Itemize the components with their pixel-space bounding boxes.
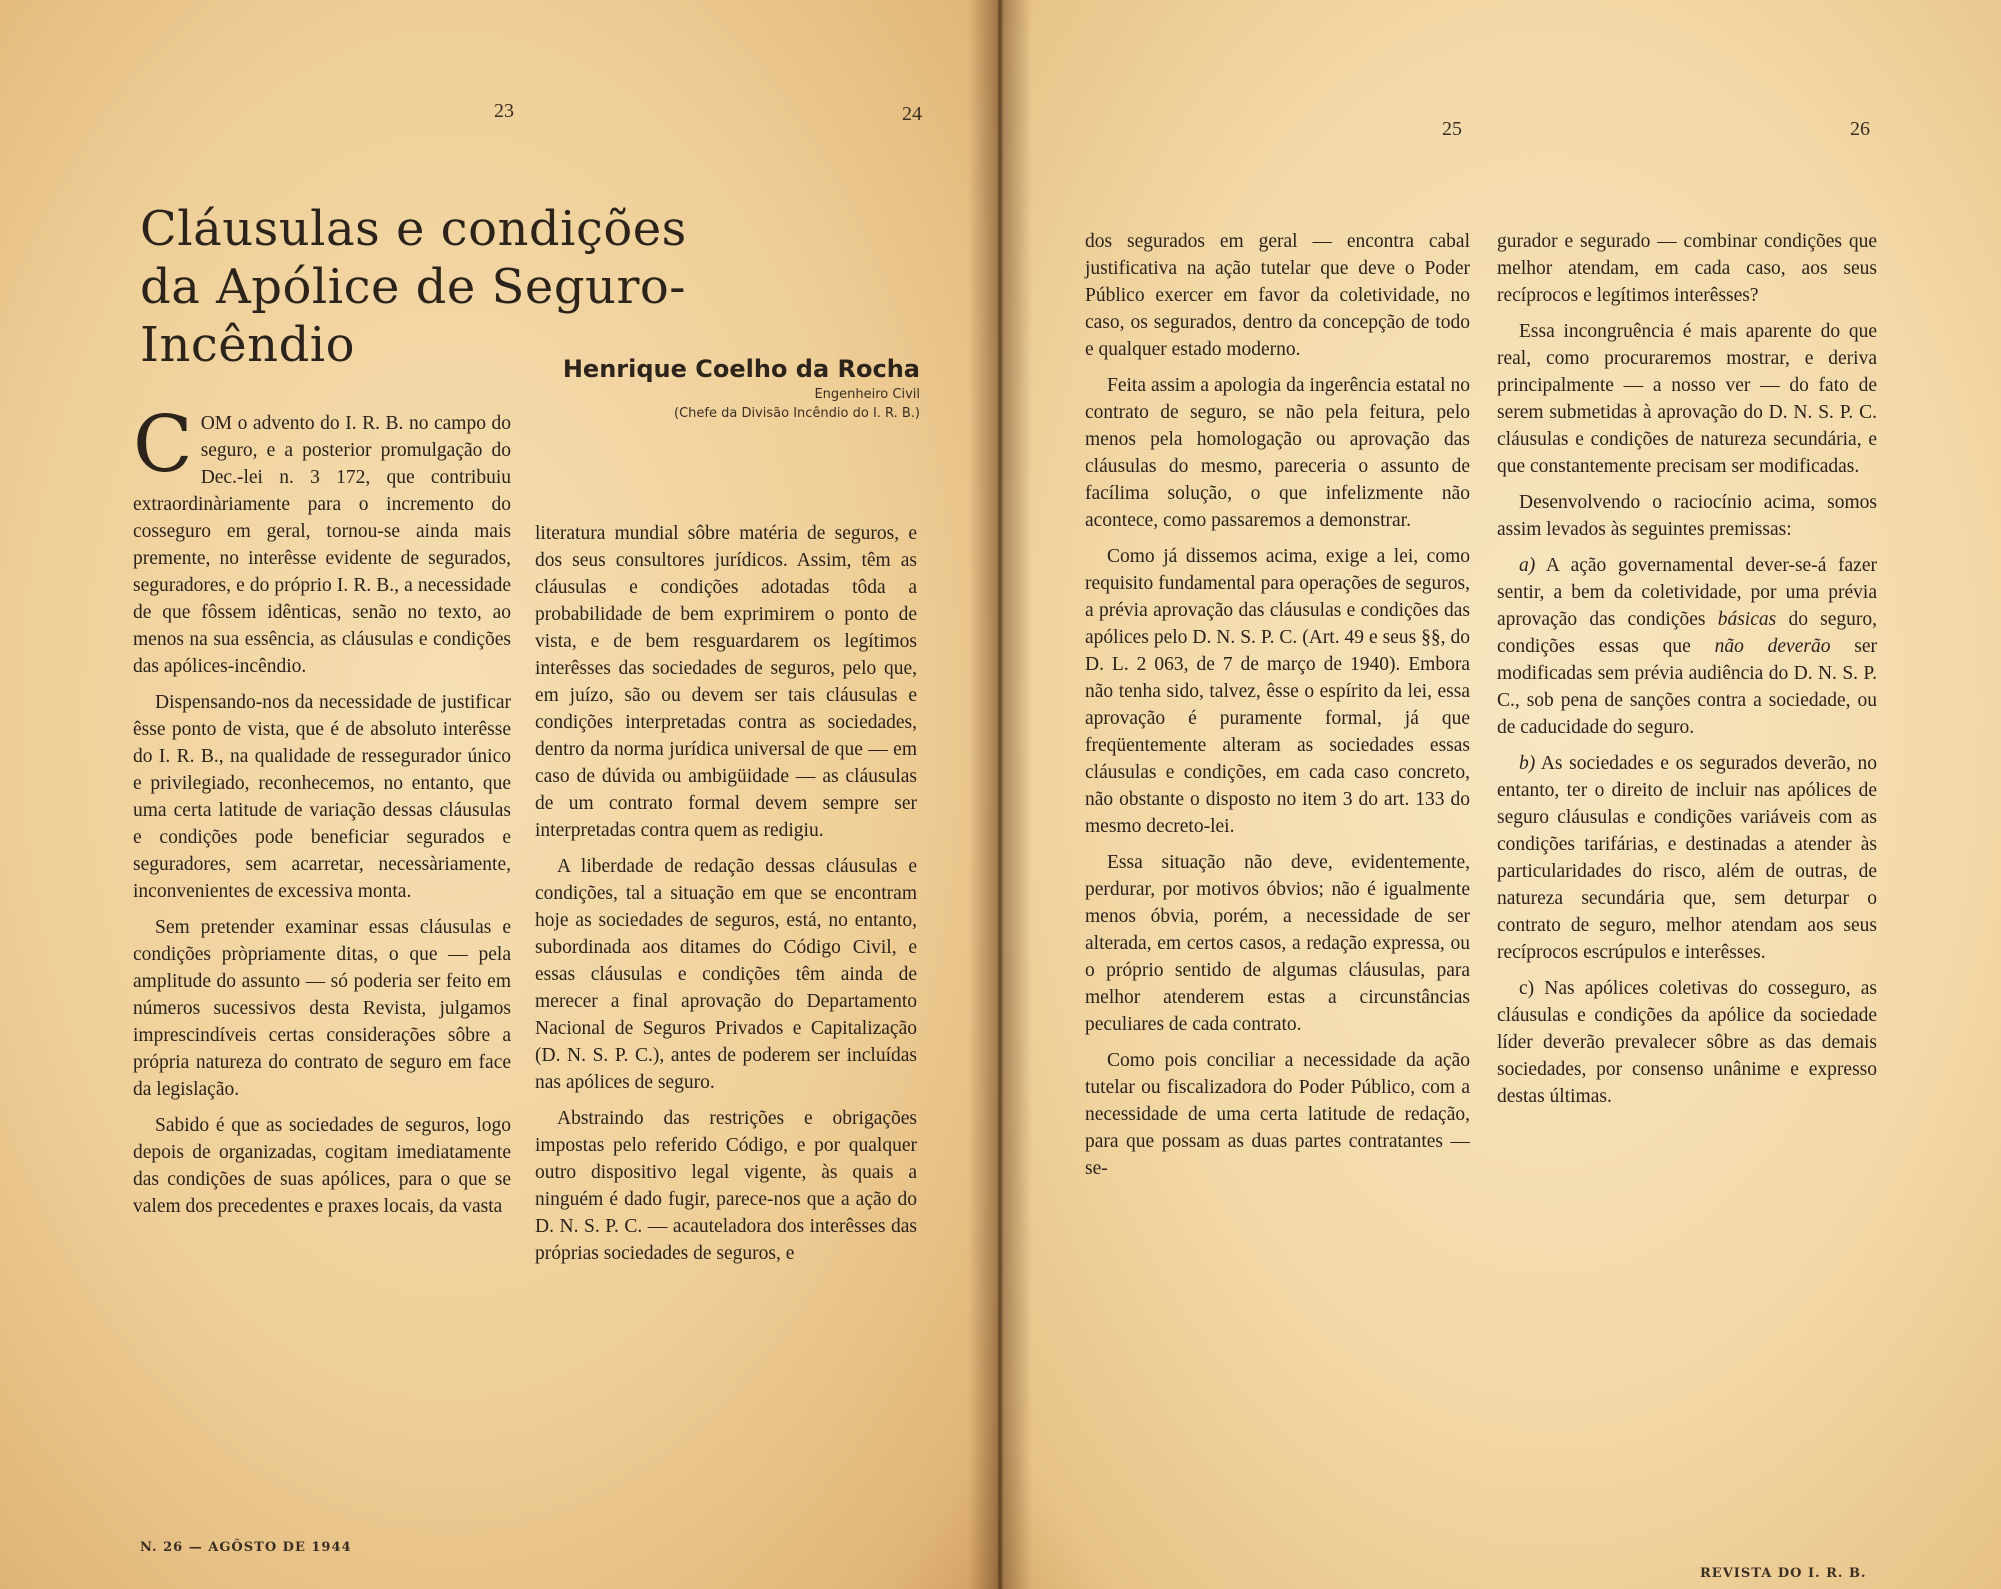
title-line-2: da Apólice de Seguro-Incêndio bbox=[140, 259, 687, 373]
paragraph: Como já dissemos acima, exige a lei, como requisito fundamental para operações de seguros, a prévia aprovação das cláusulas e condições das apólices pelo D. N. S. P. C. (Art. 49 e seus §§, do D. L. 2 063, de 7 de março de 1940). Embora não tenha sido, talvez, êsse o espírito da lei, essa aprovação é puramente formal, já que freqüentemente alteram as sociedades essas cláusulas e condições, em cada caso concreto, não obstante o disposto no item 3 do art. 133 do mesmo decreto-lei. bbox=[1085, 546, 1470, 837]
footer-journal: REVISTA DO I. R. B. bbox=[1700, 1566, 1867, 1581]
column-3 bbox=[1085, 228, 1470, 1191]
paragraph: Desenvolvendo o raciocínio acima, somos assim levados às seguintes premissas: bbox=[1497, 492, 1877, 540]
premise-label: a) bbox=[1519, 555, 1536, 576]
column-1 bbox=[133, 400, 511, 1229]
paragraph: Sem pretender examinar essas cláusulas e condições pròpriamente ditas, o que — pela amplitude do assunto — só poderia ser feito em números sucessivos desta Revista, julgamos imprescindíveis certas considerações sôbre a própria natureza do contrato de seguro em face da legislação. bbox=[133, 917, 511, 1100]
title-line-1: Cláusulas e condições bbox=[140, 201, 687, 257]
paragraph: Essa incongruência é mais aparente do que real, como procuraremos mostrar, e deriva principalmente — a nosso ver — do fato de serem submetidas à aprovação do D. N. S. P. C. cláusulas e condições de natureza secundária, e que constantemente precisam ser modificadas. bbox=[1497, 321, 1877, 477]
page-number-23: 23 bbox=[494, 100, 514, 122]
author-block bbox=[560, 355, 920, 421]
paragraph: literatura mundial sôbre matéria de seguros, e dos seus consultores jurídicos. Assim, têm as cláusulas e condições adotadas tôda a probabilidade de bem exprimirem o ponto de vista, e de bem resguardarem os legítimos interêsses das sociedades de seguros, pelo que, em juízo, são ou devem ser tais cláusulas e condições interpretadas contra as sociedades, dentro da norma jurídica universal de que — em caso de dúvida ou ambigüidade — as cláusulas de um contrato formal devem sempre ser interpretadas contra quem as redigiu. bbox=[535, 523, 917, 841]
paragraph: Feita assim a apologia da ingerência estatal no contrato de seguro, se não pela feitura, pelo menos pela homologação ou aprovação das cláusulas do mesmo, pareceria o assunto de facílima solução, o que infelizmente não acontece, como passaremos a demonstrar. bbox=[1085, 375, 1470, 531]
page-number-26: 26 bbox=[1850, 118, 1870, 140]
premise-text: do seguro, condições essas que bbox=[1497, 609, 1878, 657]
premise-label: b) bbox=[1519, 753, 1536, 774]
footer-issue: N. 26 — AGÔSTO DE 1944 bbox=[140, 1540, 352, 1555]
premise-a bbox=[1497, 552, 1877, 741]
article-title bbox=[140, 200, 880, 374]
author-name: Henrique Coelho da Rocha bbox=[562, 355, 920, 383]
premise-text: ser modificadas sem prévia audiência do D. N. S. P. C., sob pena de sanções contra a sociedade, ou de caducidade do seguro. bbox=[1497, 636, 1877, 738]
emphasis: não deverão bbox=[1714, 636, 1831, 657]
premise-text: Nas apólices coletivas do cosseguro, as cláusulas e condições da apólice da sociedade líder deverão prevalecer sôbre as das demais sociedades, por consenso unânime e expresso destas últimas. bbox=[1497, 978, 1878, 1107]
premise-label: c) bbox=[1519, 978, 1535, 999]
author-role-2: (Chefe da Divisão Incêndio do I. R. B.) bbox=[674, 406, 920, 421]
emphasis: básicas bbox=[1717, 609, 1777, 630]
premise-text: As sociedades e os segurados deverão, no entanto, ter o direito de incluir nas apólices de seguro cláusulas e condições variáveis com as condições tarifárias, e destinadas a atender às particularidades do risco, além de outras, de natureza secundária que, sem deturpar o contrato de seguro, melhor atendam aos seus recíprocos escrúpulos e interêsses. bbox=[1497, 753, 1877, 963]
premise-text: A ação governamental dever-se-á fazer sentir, a bem da coletividade, por uma prévia aprovação das condições bbox=[1497, 555, 1877, 630]
column-2 bbox=[535, 520, 917, 1276]
paragraph: gurador e segurado — combinar condições que melhor atendam, em cada caso, aos seus recíprocos e legítimos interêsses? bbox=[1497, 231, 1877, 306]
paragraph: A liberdade de redação dessas cláusulas e condições, tal a situação em que se encontram hoje as sociedades de seguros, está, no entanto, subordinada aos ditames do Código Civil, e essas cláusulas e condições têm ainda de merecer a final aprovação do Departamento Nacional de Seguros Privados e Capitalização (D. N. S. P. C.), antes de poderem ser incluídas nas apólices de seguro. bbox=[535, 856, 917, 1093]
paragraph: Sabido é que as sociedades de seguros, logo depois de organizadas, cogitam imediatamente das condições de suas apólices, para o que se valem dos precedentes e praxes locais, da vasta bbox=[133, 1115, 511, 1217]
paragraph bbox=[133, 400, 511, 680]
paragraph: dos segurados em geral — encontra cabal justificativa na ação tutelar que deve o Poder Público exercer em favor da coletividade, no caso, os segurados, dentro da concepção de todo e qualquer estado moderno. bbox=[1085, 231, 1470, 360]
book-gutter bbox=[968, 0, 1032, 1589]
premise-c bbox=[1497, 975, 1877, 1110]
drop-cap: C bbox=[133, 400, 193, 490]
paragraph: Abstraindo das restrições e obrigações impostas pelo referido Código, e por qualquer outro dispositivo legal vigente, às quais a ninguém é dado fugir, parece-nos que a ação do D. N. S. P. C. — acauteladora dos interêsses das próprias sociedades de seguros, e bbox=[535, 1108, 917, 1264]
page-number-25: 25 bbox=[1442, 118, 1462, 140]
paragraph: Como pois conciliar a necessidade da ação tutelar ou fiscalizadora do Poder Público, com a necessidade de uma certa latitude de redação, para que possam as duas partes contratantes — se- bbox=[1085, 1050, 1470, 1179]
author-role-1: Engenheiro Civil bbox=[814, 387, 920, 402]
premise-b bbox=[1497, 750, 1877, 966]
paragraph: Essa situação não deve, evidentemente, perdurar, por motivos óbvios; não é igualmente menos óbvia, porém, a necessidade de ser alterada, em certos casos, a redação expressa, ou o próprio sentido de algumas cláusulas, para melhor atenderem estas a circunstâncias peculiares de cada contrato. bbox=[1085, 852, 1470, 1035]
paragraph: Dispensando-nos da necessidade de justificar êsse ponto de vista, que é de absoluto interêsse do I. R. B., na qualidade de ressegurador único e privilegiado, reconhecemos, no entanto, que uma certa latitude de variação dessas cláusulas e condições pode beneficiar segurados e seguradores, sem acarretar, necessàriamente, inconvenientes de excessiva monta. bbox=[133, 692, 511, 902]
column-4 bbox=[1497, 228, 1877, 1119]
page-number-24: 24 bbox=[902, 103, 922, 125]
paragraph-text: OM o advento do I. R. B. no campo do seguro, e a posterior promulgação do Dec.-lei n. 3 172, que contribuiu extraordinàriamente para o incremento do cosseguro em geral, tornou-se ainda mais premente, no interêsse evidente de segurados, seguradores, e do próprio I. R. B., a necessidade de que fôssem idênticas, senão no texto, ao menos na sua essência, as cláusulas e condições das apólices-incêndio. bbox=[133, 413, 511, 677]
